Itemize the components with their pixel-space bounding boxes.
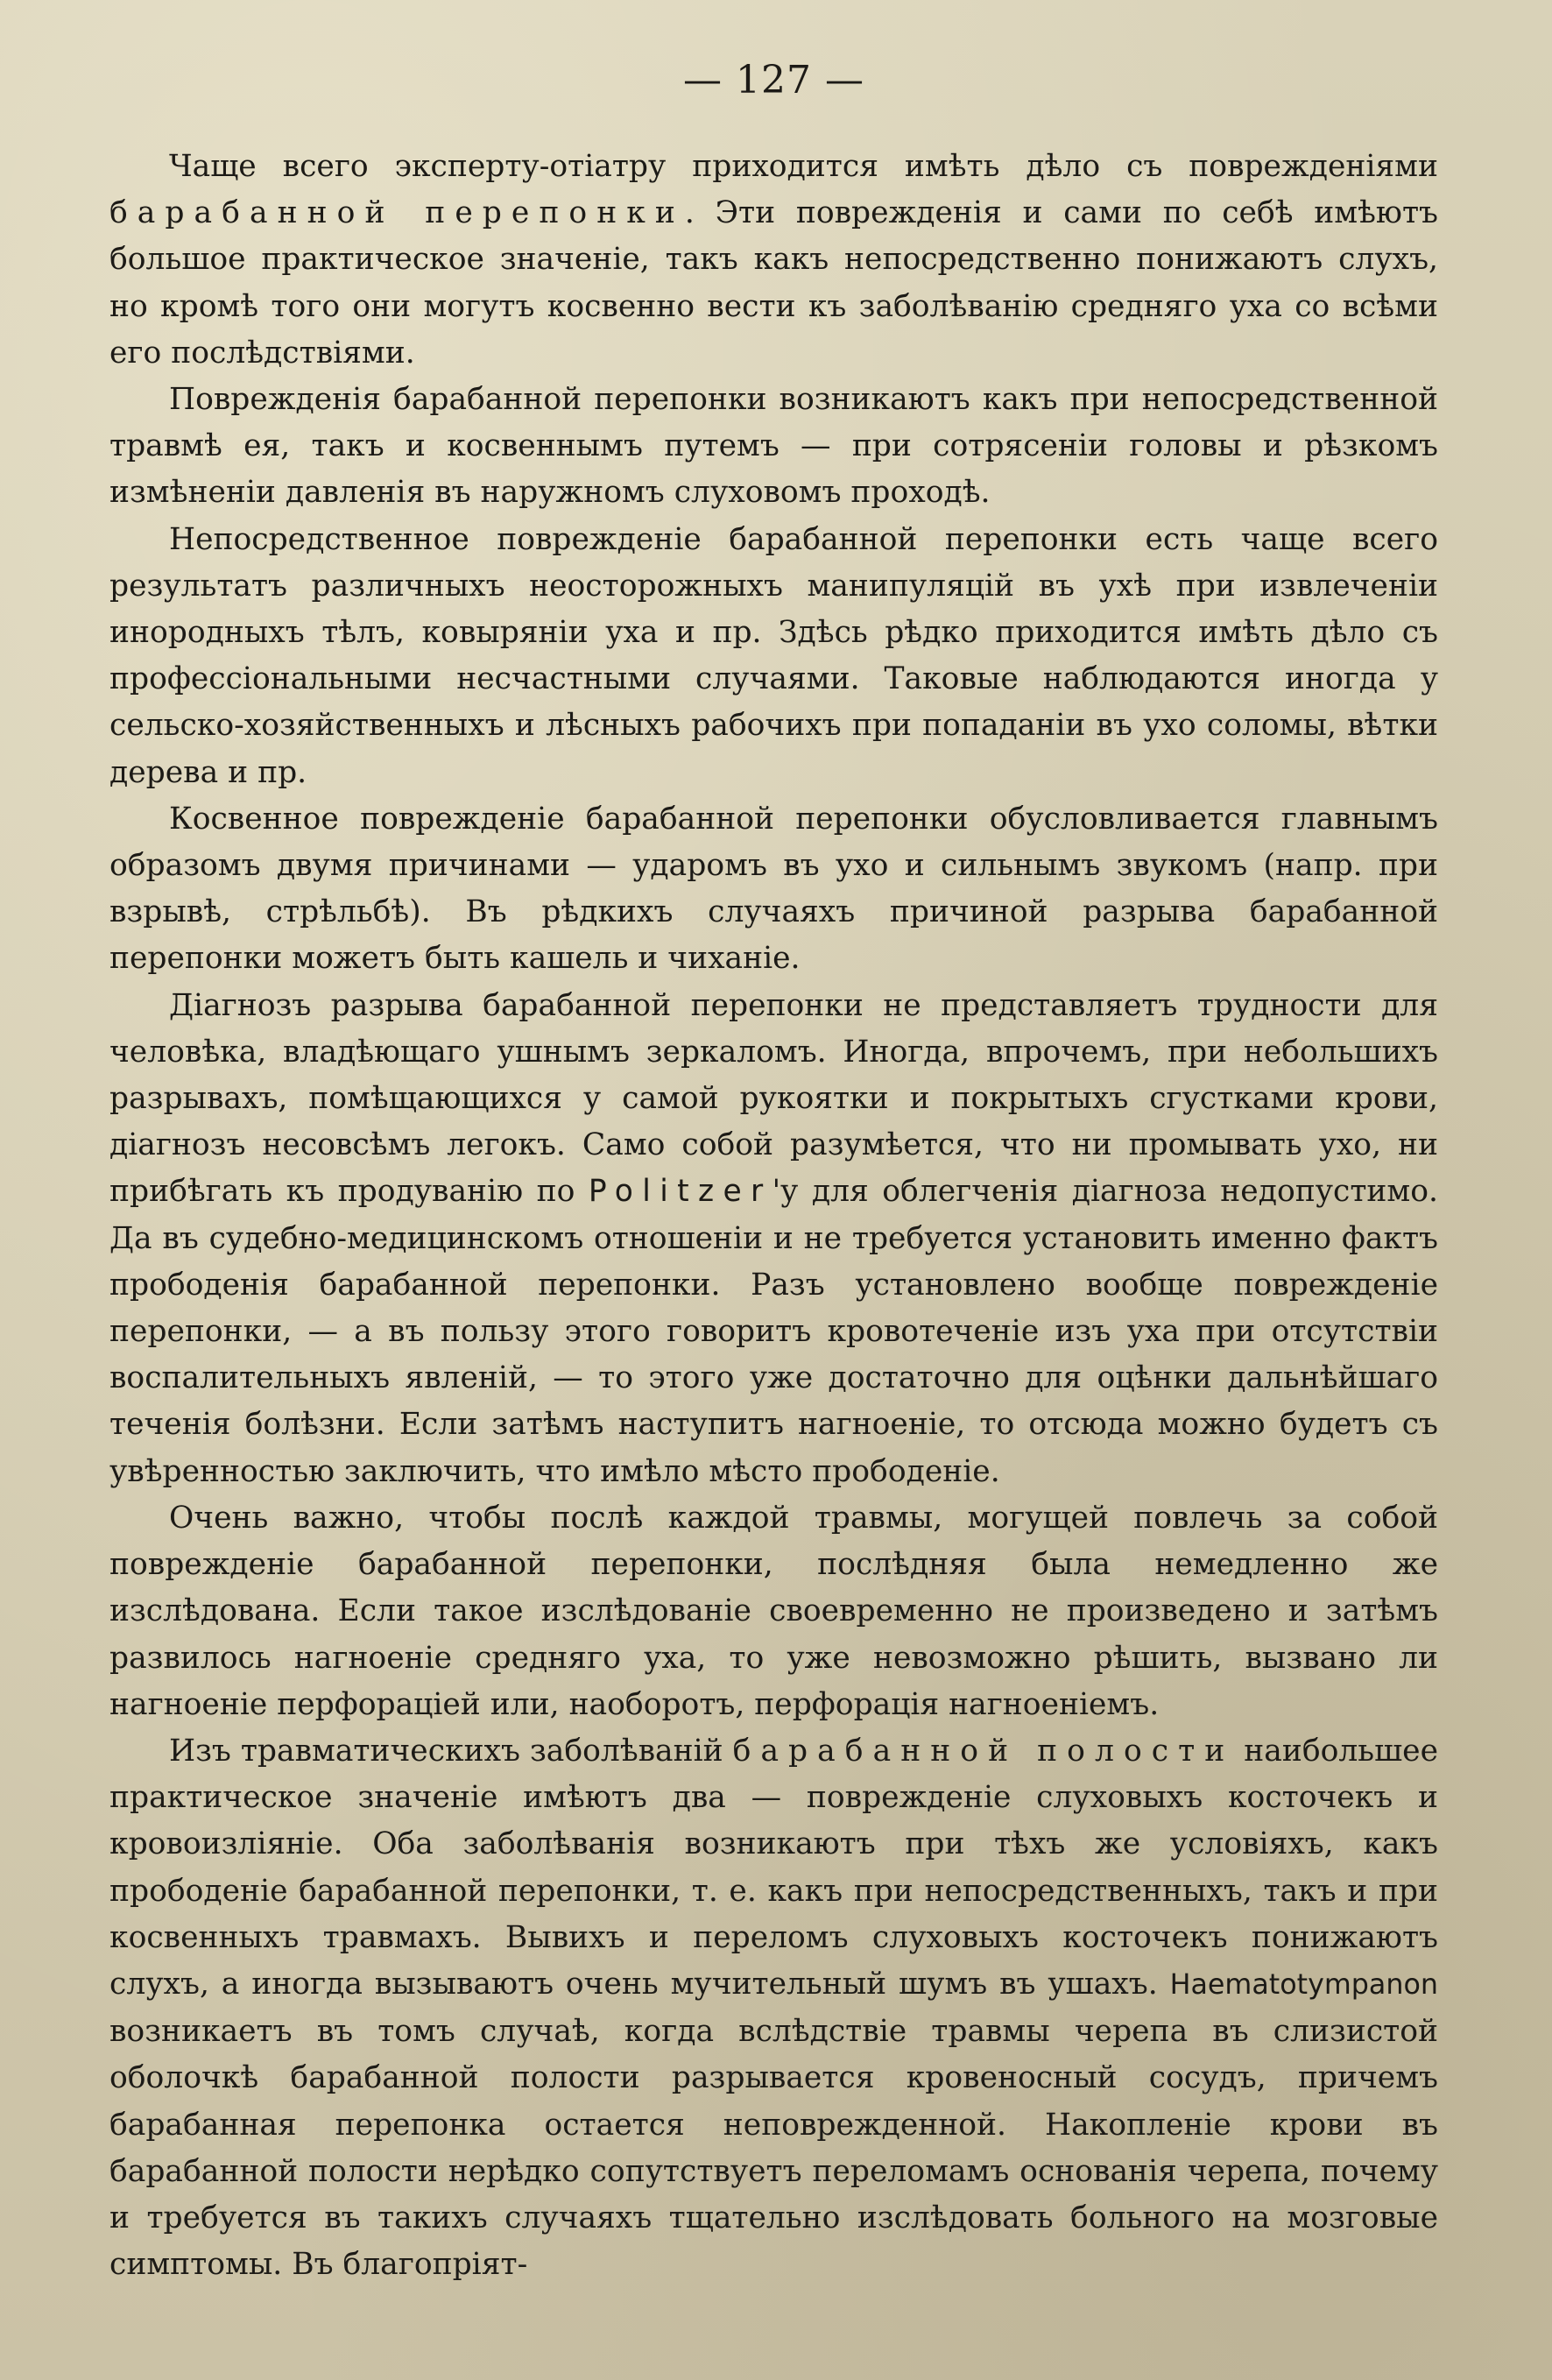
paragraph-eardrum-injuries [109, 144, 1438, 377]
paragraph-tympanic-cavity [109, 1728, 1438, 2288]
latin-term: Haematotympanon [1169, 1968, 1438, 2001]
page-number: — 127 — [683, 58, 864, 102]
paragraph-text: наибольшее практическое значеніе имѣютъ два — поврежденіе слуховыхъ косточекъ и кровоизліяніе. Оба заболѣванія возникаютъ при тѣхъ же условіяхъ, какъ прободеніе барабанной перепонки, т. е. какъ при непосредственныхъ, такъ и при косвенныхъ травмахъ. Вывихъ и переломъ слуховыхъ косточекъ понижаютъ слухъ, а иногда вызываютъ очень мучительный шумъ въ ушахъ. [109, 1733, 1438, 2002]
spaced-term: барабанной полости [732, 1733, 1235, 1769]
paragraph-direct-injury: Непосредственное поврежденіе барабанной перепонки есть чаще всего результатъ различныхъ неосторожныхъ манипуляцій въ ухѣ при извлеченіи инородныхъ тѣлъ, ковыряніи уха и пр. Здѣсь рѣдко приходится имѣть дѣло съ профессіональными несчастными случаями. Таковые наблюдаются иногда у сельско-хозяйственныхъ и лѣсныхъ рабочихъ при попаданіи въ ухо соломы, вѣтки дерева и пр. [109, 521, 1438, 790]
paragraph-diagnosis [109, 983, 1438, 1495]
paragraph-injury-causes: Поврежденія барабанной перепонки возникаютъ какъ при непосредственной травмѣ ея, такъ и косвеннымъ путемъ — при сотрясеніи головы и рѣзкомъ измѣненіи давленія въ наружномъ слуховомъ проходѣ. [109, 382, 1438, 511]
paragraph-text: Діагнозъ разрыва барабанной перепонки не представляетъ трудности для человѣка, владѣющаго ушнымъ зеркаломъ. Иногда, впрочемъ, при небольшихъ разрывахъ, помѣщающихся у самой рукоятки и покрытыхъ сгустками крови, діагнозъ несовсѣмъ легокъ. Само собой разумѣется, что ни промывать ухо, ни прибѣгать къ продуванію по [109, 987, 1438, 1210]
paragraph-text: Чаще всего эксперту-отіатру приходится имѣть дѣло съ поврежденіями [169, 149, 1438, 184]
page-body [109, 144, 1438, 2288]
spaced-latin-name: Politzer [588, 1174, 772, 1210]
paragraph-text: . Эти поврежденія и сами по себѣ имѣютъ большое практическое значеніе, такъ какъ непосредственно понижаютъ слухъ, но кромѣ того они могутъ косвенно вести къ заболѣванію средняго уха со всѣми его послѣдствіями. [109, 195, 1438, 371]
paragraph-text: Изъ травматическихъ заболѣваній [169, 1733, 733, 1769]
spaced-term: барабанной перепонки [109, 195, 685, 231]
paragraph-text: возникаетъ въ томъ случаѣ, когда вслѣдствіе травмы черепа въ слизистой оболочкѣ барабанной полости разрывается кровеносный сосудъ, причемъ барабанная перепонка остается неповрежденной. Накопленіе крови въ барабанной полости нерѣдко сопутствуетъ переломамъ основанія черепа, почему и требуется въ такихъ случаяхъ тщательно изслѣдовать больного на мозговые симптомы. Въ благопріят- [109, 2014, 1438, 2283]
paragraph-indirect-injury: Косвенное поврежденіе барабанной перепонки обусловливается главнымъ образомъ двумя причинами — ударомъ въ ухо и сильнымъ звукомъ (напр. при взрывѣ, стрѣльбѣ). Въ рѣдкихъ случаяхъ причиной разрыва барабанной перепонки можетъ быть кашель и чиханіе. [109, 801, 1438, 977]
paragraph-examination: Очень важно, чтобы послѣ каждой травмы, могущей повлечь за собой поврежденіе барабанной перепонки, послѣдняя была немедленно же изслѣдована. Если такое изслѣдованіе своевременно не произведено и затѣмъ развилось нагноеніе средняго уха, то уже невозможно рѣшить, вызвано ли нагноеніе перфораціей или, наоборотъ, перфорація нагноеніемъ. [109, 1500, 1438, 1722]
paragraph-text: 'у для облегченія діагноза недопустимо. Да въ судебно-медицинскомъ отношеніи и не требуется установить именно фактъ прободенія барабанной перепонки. Разъ установлено вообще поврежденіе перепонки, — а въ пользу этого говоритъ кровотеченіе изъ уха при отсутствіи воспалительныхъ явленій, — то этого уже достаточно для оцѣнки дальнѣйшаго теченія болѣзни. Если затѣмъ наступитъ нагноеніе, то отсюда можно будетъ съ увѣренностью заключить, что имѣло мѣсто прободеніе. [109, 1174, 1438, 1489]
